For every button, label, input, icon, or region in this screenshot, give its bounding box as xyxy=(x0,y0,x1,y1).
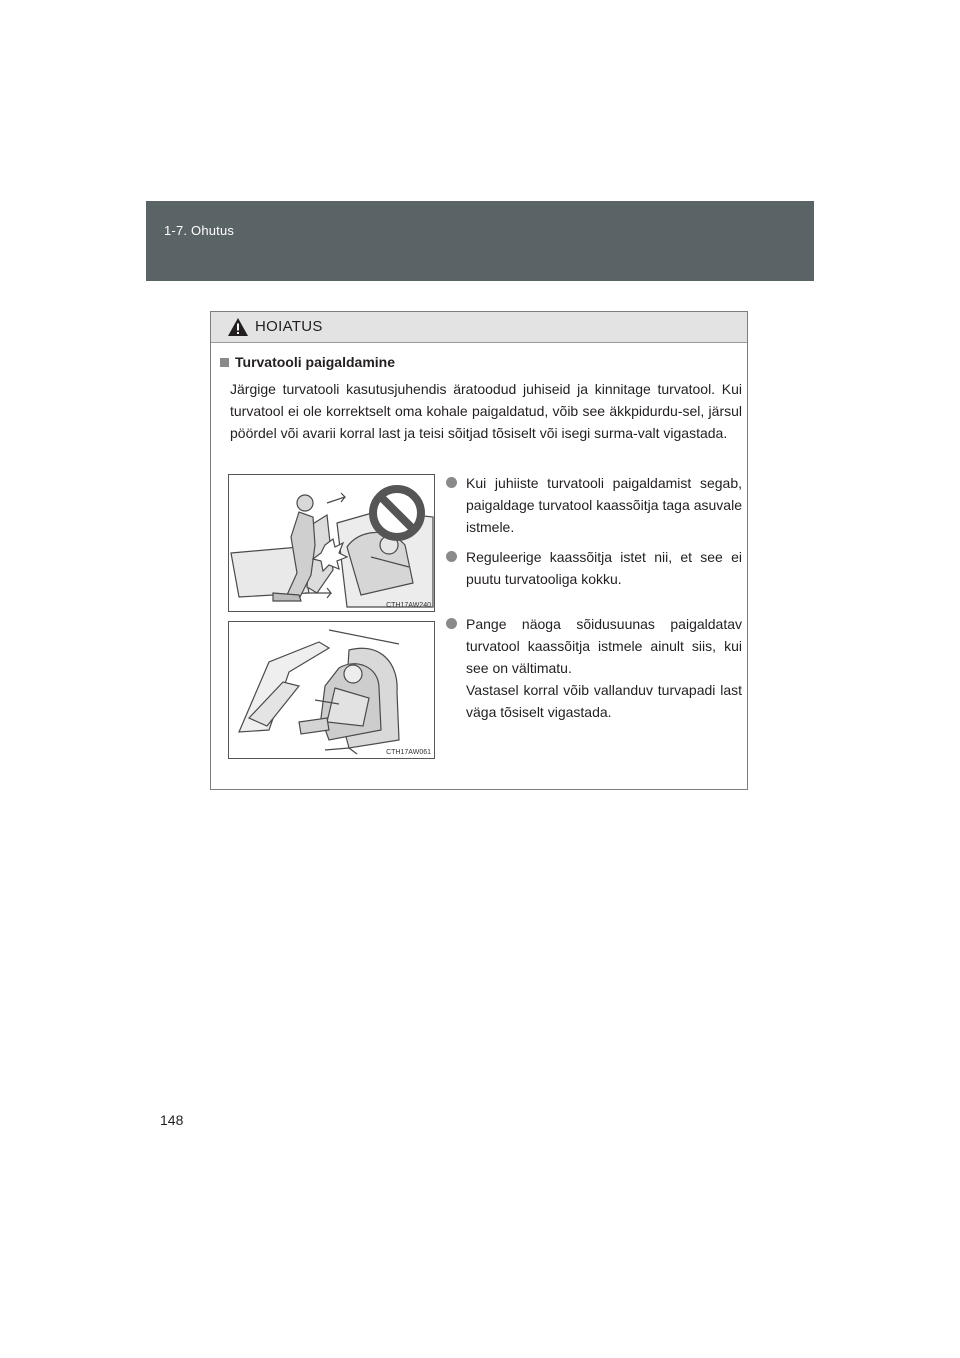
subheading-text: Turvatooli paigaldamine xyxy=(235,354,395,370)
figure-forward-facing-seat xyxy=(228,621,435,759)
square-bullet-icon xyxy=(220,358,229,367)
bullet-dot-icon xyxy=(446,477,457,488)
warning-box xyxy=(210,311,748,790)
bullet-list-2 xyxy=(446,613,742,723)
bullet-list-1 xyxy=(446,472,742,598)
section-title: 1-7. Ohutus xyxy=(164,223,235,238)
section-header-band xyxy=(146,201,814,281)
illustration-front-seat-child-seat xyxy=(229,475,434,611)
list-item: Pange näoga sõidusuunas paigaldatav turvatool kaassõitja istmele ainult siis, kui see on vältimatu. Vastasel korral võib vallanduv turvapadi last väga tõsiselt vigastada. xyxy=(446,613,742,723)
warning-title: HOIATUS xyxy=(255,318,323,335)
warning-triangle-icon xyxy=(227,317,249,337)
illustration-forward-facing-child-seat xyxy=(229,622,434,758)
list-item: Kui juhiiste turvatooli paigaldamist segab, paigaldage turvatool kaassõitja taga asuvale istmele. xyxy=(446,472,742,538)
warning-subheading xyxy=(220,354,395,370)
prohibition-icon xyxy=(373,489,421,537)
page-number: 148 xyxy=(160,1112,184,1128)
bullet-dot-icon xyxy=(446,551,457,562)
figure-seat-adjust xyxy=(228,474,435,612)
warning-intro-text: Järgige turvatooli kasutusjuhendis äratoodud juhiseid ja kinnitage turvatool. Kui turvatool ei ole korrektselt oma kohale paigaldatud, võib see äkkpidurdu-sel, järsul pöördel või avarii korral last ja teisi sõitjad tõsiselt või isegi surma-valt vigastada. xyxy=(230,381,742,441)
warning-header xyxy=(211,312,747,343)
bullet-dot-icon xyxy=(446,618,457,629)
figure-code: CTH17AW240 xyxy=(386,602,431,609)
bullet-continuation: Vastasel korral võib vallanduv turvapadi last väga tõsiselt vigastada. xyxy=(466,682,742,720)
list-item: Reguleerige kaassõitja istet nii, et see ei puutu turvatooliga kokku. xyxy=(446,546,742,590)
figure-code: CTH17AW061 xyxy=(386,749,431,756)
